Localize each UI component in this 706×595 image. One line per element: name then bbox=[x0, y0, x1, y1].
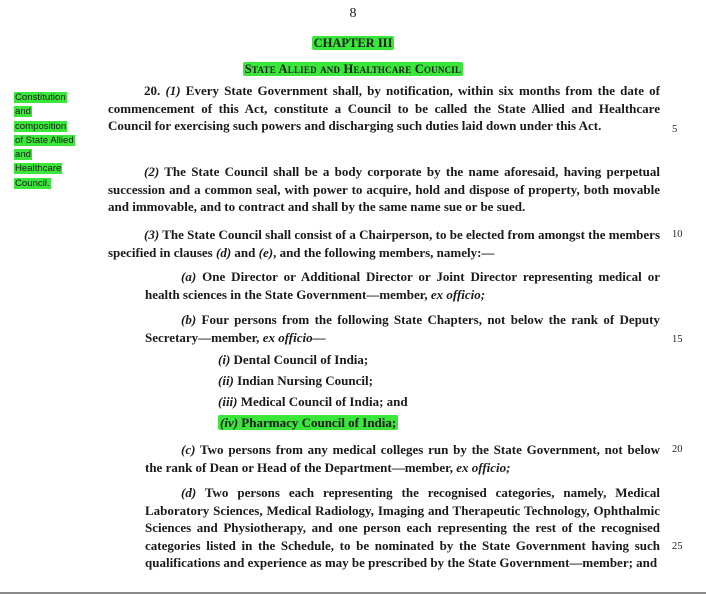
margin-note bbox=[14, 91, 86, 191]
list-item-number: (iii) bbox=[218, 394, 238, 409]
ex-officio: ex officio— bbox=[262, 329, 326, 345]
list-item bbox=[218, 351, 368, 369]
clause-label: (a) bbox=[181, 269, 197, 284]
clause-label: (c) bbox=[181, 442, 196, 457]
margin-note-line: Council. bbox=[15, 177, 50, 189]
clause-text: Two persons each representing the recognised categories, namely, Medical Laboratory Sciences, Medical Radiology, Imaging and Therapeutic Technology, Ophthalmic Sciences and Physiotherapy, and one person each representing the rest of the recognised categories listed in the Schedule, to be nominated by the State Government having such qualifications and experience as may be prescribed by the State Government—member; and bbox=[145, 485, 660, 571]
margin-note-line: composition bbox=[15, 120, 67, 132]
line-number: 15 bbox=[672, 334, 683, 345]
chapter-heading bbox=[0, 36, 706, 51]
council-title bbox=[0, 62, 706, 77]
line-number: 25 bbox=[672, 541, 683, 552]
margin-note-line: of State Allied bbox=[15, 134, 74, 146]
clause-b bbox=[145, 311, 660, 346]
section-20-paragraph-3 bbox=[108, 226, 660, 261]
margin-note-line: Healthcare bbox=[15, 163, 62, 175]
list-item-number: (ii) bbox=[218, 373, 234, 388]
list-item-text: Dental Council of India; bbox=[230, 352, 369, 367]
paragraph-text: The State Council shall be a body corporate by the name aforesaid, having perpetual succession and a common seal, with power to acquire, hold and dispose of property, both movable and immovable, and to contract and shall by the same name sue or be sued. bbox=[108, 164, 660, 215]
clause-ref-e: (e) bbox=[258, 244, 274, 260]
section-20-paragraph-1 bbox=[108, 82, 660, 135]
list-item-text: Pharmacy Council of India; bbox=[238, 415, 397, 430]
list-item-text: Indian Nursing Council; bbox=[233, 373, 373, 388]
line-number: 5 bbox=[672, 124, 678, 135]
subsection-number: (2) bbox=[144, 164, 160, 179]
clause-text: One Director or Additional Director or Joint Director representing medical or health sciences in the State Government—member, bbox=[145, 269, 660, 302]
ex-officio: ex officio; bbox=[430, 286, 486, 302]
list-item-highlighted bbox=[218, 414, 398, 432]
paragraph-text: The State Council shall consist of a Chairperson, to be elected from amongst the members specified in clauses bbox=[108, 227, 660, 260]
list-item-number: (i) bbox=[218, 352, 231, 367]
clause-d bbox=[145, 484, 660, 572]
clause-text: Four persons from the following State Chapters, not below the rank of Deputy Secretary—member, bbox=[145, 312, 660, 345]
section-number: 20. bbox=[144, 83, 166, 98]
clause-label: (d) bbox=[181, 485, 197, 500]
section-20-paragraph-2 bbox=[108, 163, 660, 216]
chapter-heading-text: CHAPTER III bbox=[313, 36, 393, 50]
paragraph-text: and bbox=[231, 244, 259, 260]
subsection-number: (3) bbox=[144, 227, 160, 242]
clause-label: (b) bbox=[181, 312, 197, 327]
bottom-divider bbox=[0, 592, 706, 594]
list-item bbox=[218, 393, 408, 411]
line-number: 10 bbox=[672, 229, 683, 240]
line-number: 20 bbox=[672, 444, 683, 455]
list-item-text: Medical Council of India; and bbox=[237, 394, 408, 409]
page-number: 8 bbox=[349, 6, 357, 21]
margin-note-line: and bbox=[15, 149, 32, 161]
margin-note-line: and bbox=[15, 106, 32, 118]
margin-note-line: Constitution bbox=[15, 92, 66, 103]
subsection-number: (1) bbox=[165, 83, 181, 98]
paragraph-text: , and the following members, namely:— bbox=[273, 244, 495, 260]
clause-c bbox=[145, 441, 660, 476]
list-item-number: (iv) bbox=[220, 415, 239, 430]
ex-officio: ex officio; bbox=[456, 459, 511, 475]
clause-ref-d: (d) bbox=[215, 244, 232, 260]
clause-text: Two persons from any medical colleges run by the State Government, not below the rank of Dean or Head of the Department—member, bbox=[145, 442, 660, 475]
council-title-text: State Allied and Healthcare Council bbox=[244, 62, 462, 76]
list-item bbox=[218, 372, 373, 390]
clause-a bbox=[145, 268, 660, 303]
paragraph-text: Every State Government shall, by notification, within six months from the date of commencement of this Act, constitute a Council to be called the State Allied and Healthcare Council for exercising such powers and discharging such duties laid down under this Act. bbox=[108, 83, 661, 134]
